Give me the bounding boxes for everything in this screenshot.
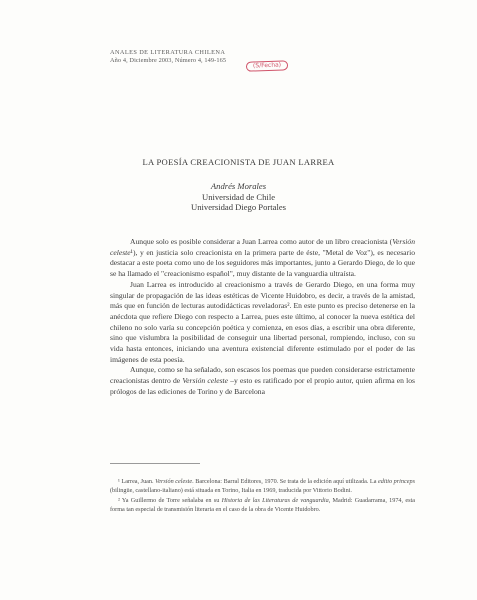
footnotes — [110, 478, 415, 516]
article-title: LA POESÍA CREACIONISTA DE JUAN LARREA — [142, 157, 335, 167]
book-title: Versión celeste — [110, 237, 415, 257]
book-title: Versión celeste — [182, 376, 229, 386]
footnote-text: (bilingüe, castellano-italiano) está situada en Torino, Italia en 1969, traducida por Vittorio Bodini. — [110, 486, 352, 494]
issue-info: Año 4, Diciembre 2003, Número 4, 149-165 — [110, 57, 227, 64]
footnote-text: ² Ya Guillermo de Torre señalaba en su — [118, 496, 222, 504]
article-body — [110, 237, 415, 398]
book-title: Versión celeste — [155, 478, 193, 485]
author-block — [0, 181, 477, 213]
running-head — [110, 49, 226, 65]
affiliation-primary: Universidad de Chile — [201, 191, 276, 202]
footnote-1 — [110, 478, 415, 496]
book-title: Historia de las Literaturas de vanguardia — [221, 496, 329, 504]
journal-name: ANALES DE LITERATURA CHILENA — [110, 49, 226, 56]
body-paragraph: Juan Larrea es introducido al creacionismo a través de Gerardo Diego, en una forma muy singular de propagación de las ideas estéticas de Vicente Huidobro, es decir, a través de la amistad, más que en función de lecturas autodidácticas reveladoras². En este punto es preciso detenerse en la anécdota que refiere Diego con respecto a Larrea, pues este último, al conocer la nueva estética del chileno no solo varía su concepción poética y comienza, en esos días, a escribir una obra diferente, sino que vislumbra la posibilidad de conseguir una libertad personal, rompiendo, incluso, con su vida hasta entonces, iniciando una aventura existencial diferente estimulado por el poder de las imágenes de esta poesía. — [110, 279, 415, 364]
paragraph-text: Aunque solo es posible considerar a Juan Larrea como autor de un libro creacionista ( — [130, 237, 393, 246]
footnote-text: . Barcelona: Barral Editores, 1970. Se trata de la edición aquí utilizada. La — [192, 478, 379, 485]
body-paragraph — [110, 237, 415, 280]
footnote-divider — [110, 463, 200, 464]
affiliation-secondary: Universidad Diego Portales — [191, 202, 286, 212]
author-name: Andrés Morales — [210, 181, 267, 191]
paragraph-text: –y esto es ratificado por el propio autor, quien afirma en los prólogos de las ediciones de Torino y de Barcelona — [110, 376, 415, 396]
footnote-2 — [110, 497, 415, 515]
footnote-text: ¹ Larrea, Juan. — [118, 478, 156, 485]
edition-term: editio princeps — [378, 478, 415, 485]
handwritten-note: (S/Fecha) — [246, 60, 288, 71]
footnote-text: , Madrid: Guadarrama, 1974, esta forma tan especial de transmisión literaria en el caso de la obra de Vicente Huidobro. — [110, 496, 415, 513]
paragraph-text: ¹), y en justicia solo creacionista en la primera parte de éste, "Metal de Voz"), es necesario destacar a este poeta como uno de los seguidores más importantes, junto a Gerardo Diego, de lo que se ha llamado el "creacionismo español", muy distante de la vanguardia ultraísta. — [110, 247, 415, 279]
paragraph-text: Aunque, como se ha señalado, son escasos los poemas que pueden considerarse estrictamente creacionistas dentro de — [110, 365, 415, 386]
body-paragraph — [110, 365, 415, 397]
